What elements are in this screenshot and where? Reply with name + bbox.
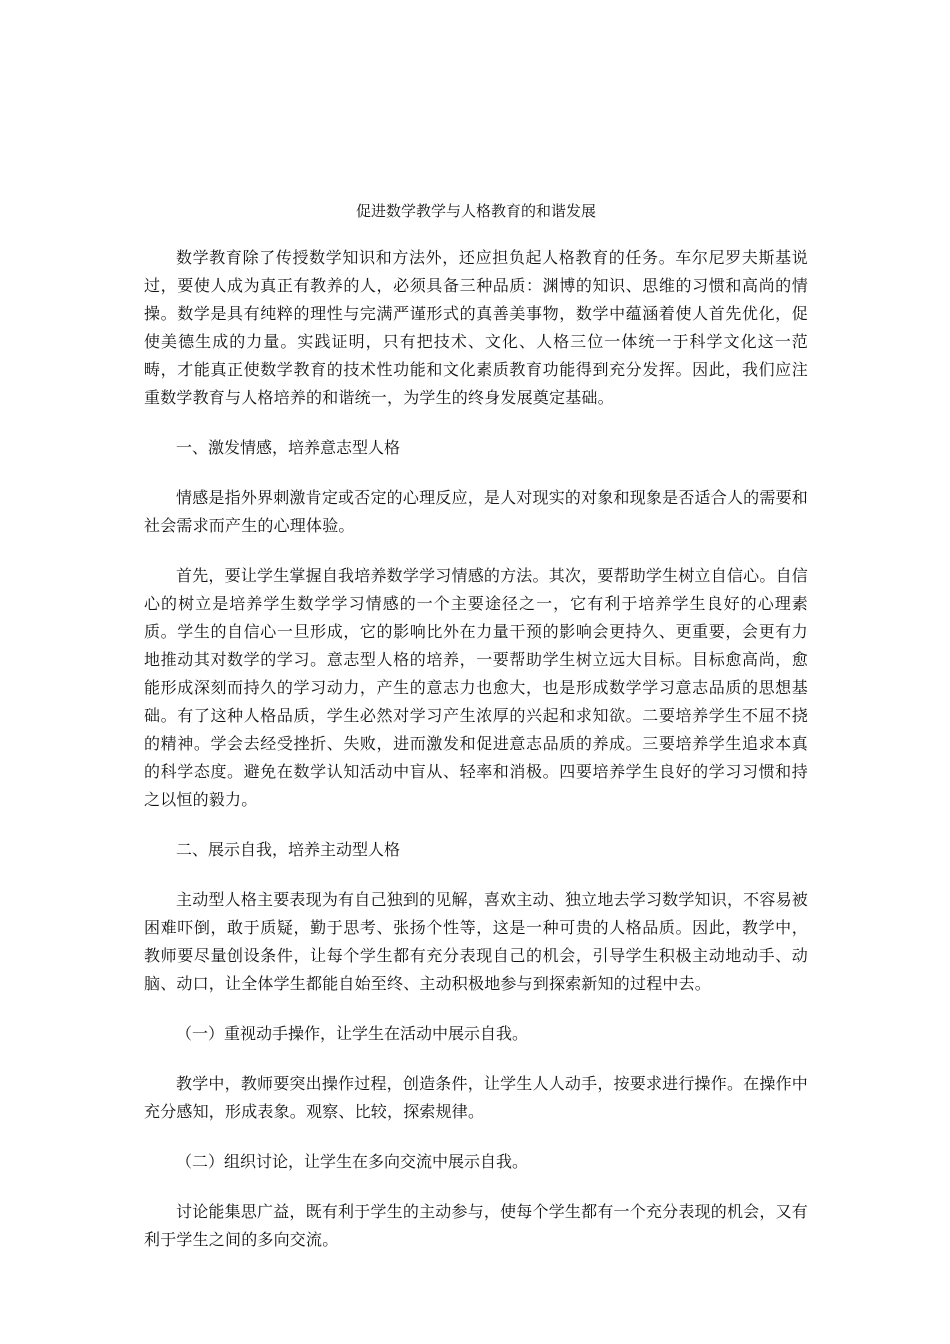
section-heading-1: 一、激发情感，培养意志型人格 xyxy=(176,438,401,457)
paragraph-hands-on: 教学中，教师要突出操作过程，创造条件，让学生人人动手，按要求进行操作。在操作中充分感知，形成表象。观察、比较，探索规律。 xyxy=(144,1074,808,1121)
document-body xyxy=(144,198,808,1276)
document-title: 促进数学教学与人格教育的和谐发展 xyxy=(355,202,596,220)
subsection-heading-1: （一）重视动手操作，让学生在活动中展示自我。 xyxy=(176,1024,529,1043)
paragraph-willpower-personality: 首先，要让学生掌握自我培养数学学习情感的方法。其次，要帮助学生树立自信心。自信心的树立是培养学生数学学习情感的一个主要途径之一，它有利于培养学生良好的心理素质。学生的自信心一旦形成，它的影响比外在力量干预的影响会更持久、更重要，会更有力地推动其对数学的学习。意志型人格的培养，一要帮助学生树立远大目标。目标愈高尚，愈能形成深刻而持久的学习动力，产生的意志力也愈大，也是形成数学学习意志品质的思想基础。有了这种人格品质，学生必然对学习产生浓厚的兴起和求知欲。二要培养学生不屈不挠的精神。学会去经受挫折、失败，进而激发和促进意志品质的养成。三要培养学生追求本真的科学态度。避免在数学认知活动中盲从、轻率和消极。四要培养学生良好的学习习惯和持之以恒的毅力。 xyxy=(144,566,808,809)
subsection-heading-2: （二）组织讨论，让学生在多向交流中展示自我。 xyxy=(176,1152,529,1171)
section-heading-2: 二、展示自我，培养主动型人格 xyxy=(176,840,401,859)
intro-paragraph: 数学教育除了传授数学知识和方法外，还应担负起人格教育的任务。车尔尼罗夫斯基说过，要使人成为真正有教养的人，必须具备三种品质：渊博的知识、思维的习惯和高尚的情操。数学是具有纯粹的理性与完满严谨形式的真善美事物，数学中蕴涵着使人首先优化，促使美德生成的力量。实践证明，只有把技术、文化、人格三位一体统一于科学文化这一范畴，才能真正使数学教育的技术性功能和文化素质教育功能得到充分发挥。因此，我们应注重数学教育与人格培养的和谐统一，为学生的终身发展奠定基础。 xyxy=(144,248,808,407)
paragraph-emotion-definition: 情感是指外界刺激肯定或否定的心理反应，是人对现实的对象和现象是否适合人的需要和社会需求而产生的心理体验。 xyxy=(144,488,808,535)
paragraph-discussion: 讨论能集思广益，既有利于学生的主动参与，使每个学生都有一个充分表现的机会，又有利于学生之间的多向交流。 xyxy=(144,1202,808,1249)
paragraph-active-personality: 主动型人格主要表现为有自己独到的见解，喜欢主动、独立地去学习数学知识，不容易被困难吓倒，敢于质疑，勤于思考、张扬个性等，这是一种可贵的人格品质。因此，教学中，教师要尽量创设条件，让每个学生都有充分表现自己的机会，引导学生积极主动地动手、动脑、动口，让全体学生都能自始至终、主动积极地参与到探索新知的过程中去。 xyxy=(144,890,808,993)
